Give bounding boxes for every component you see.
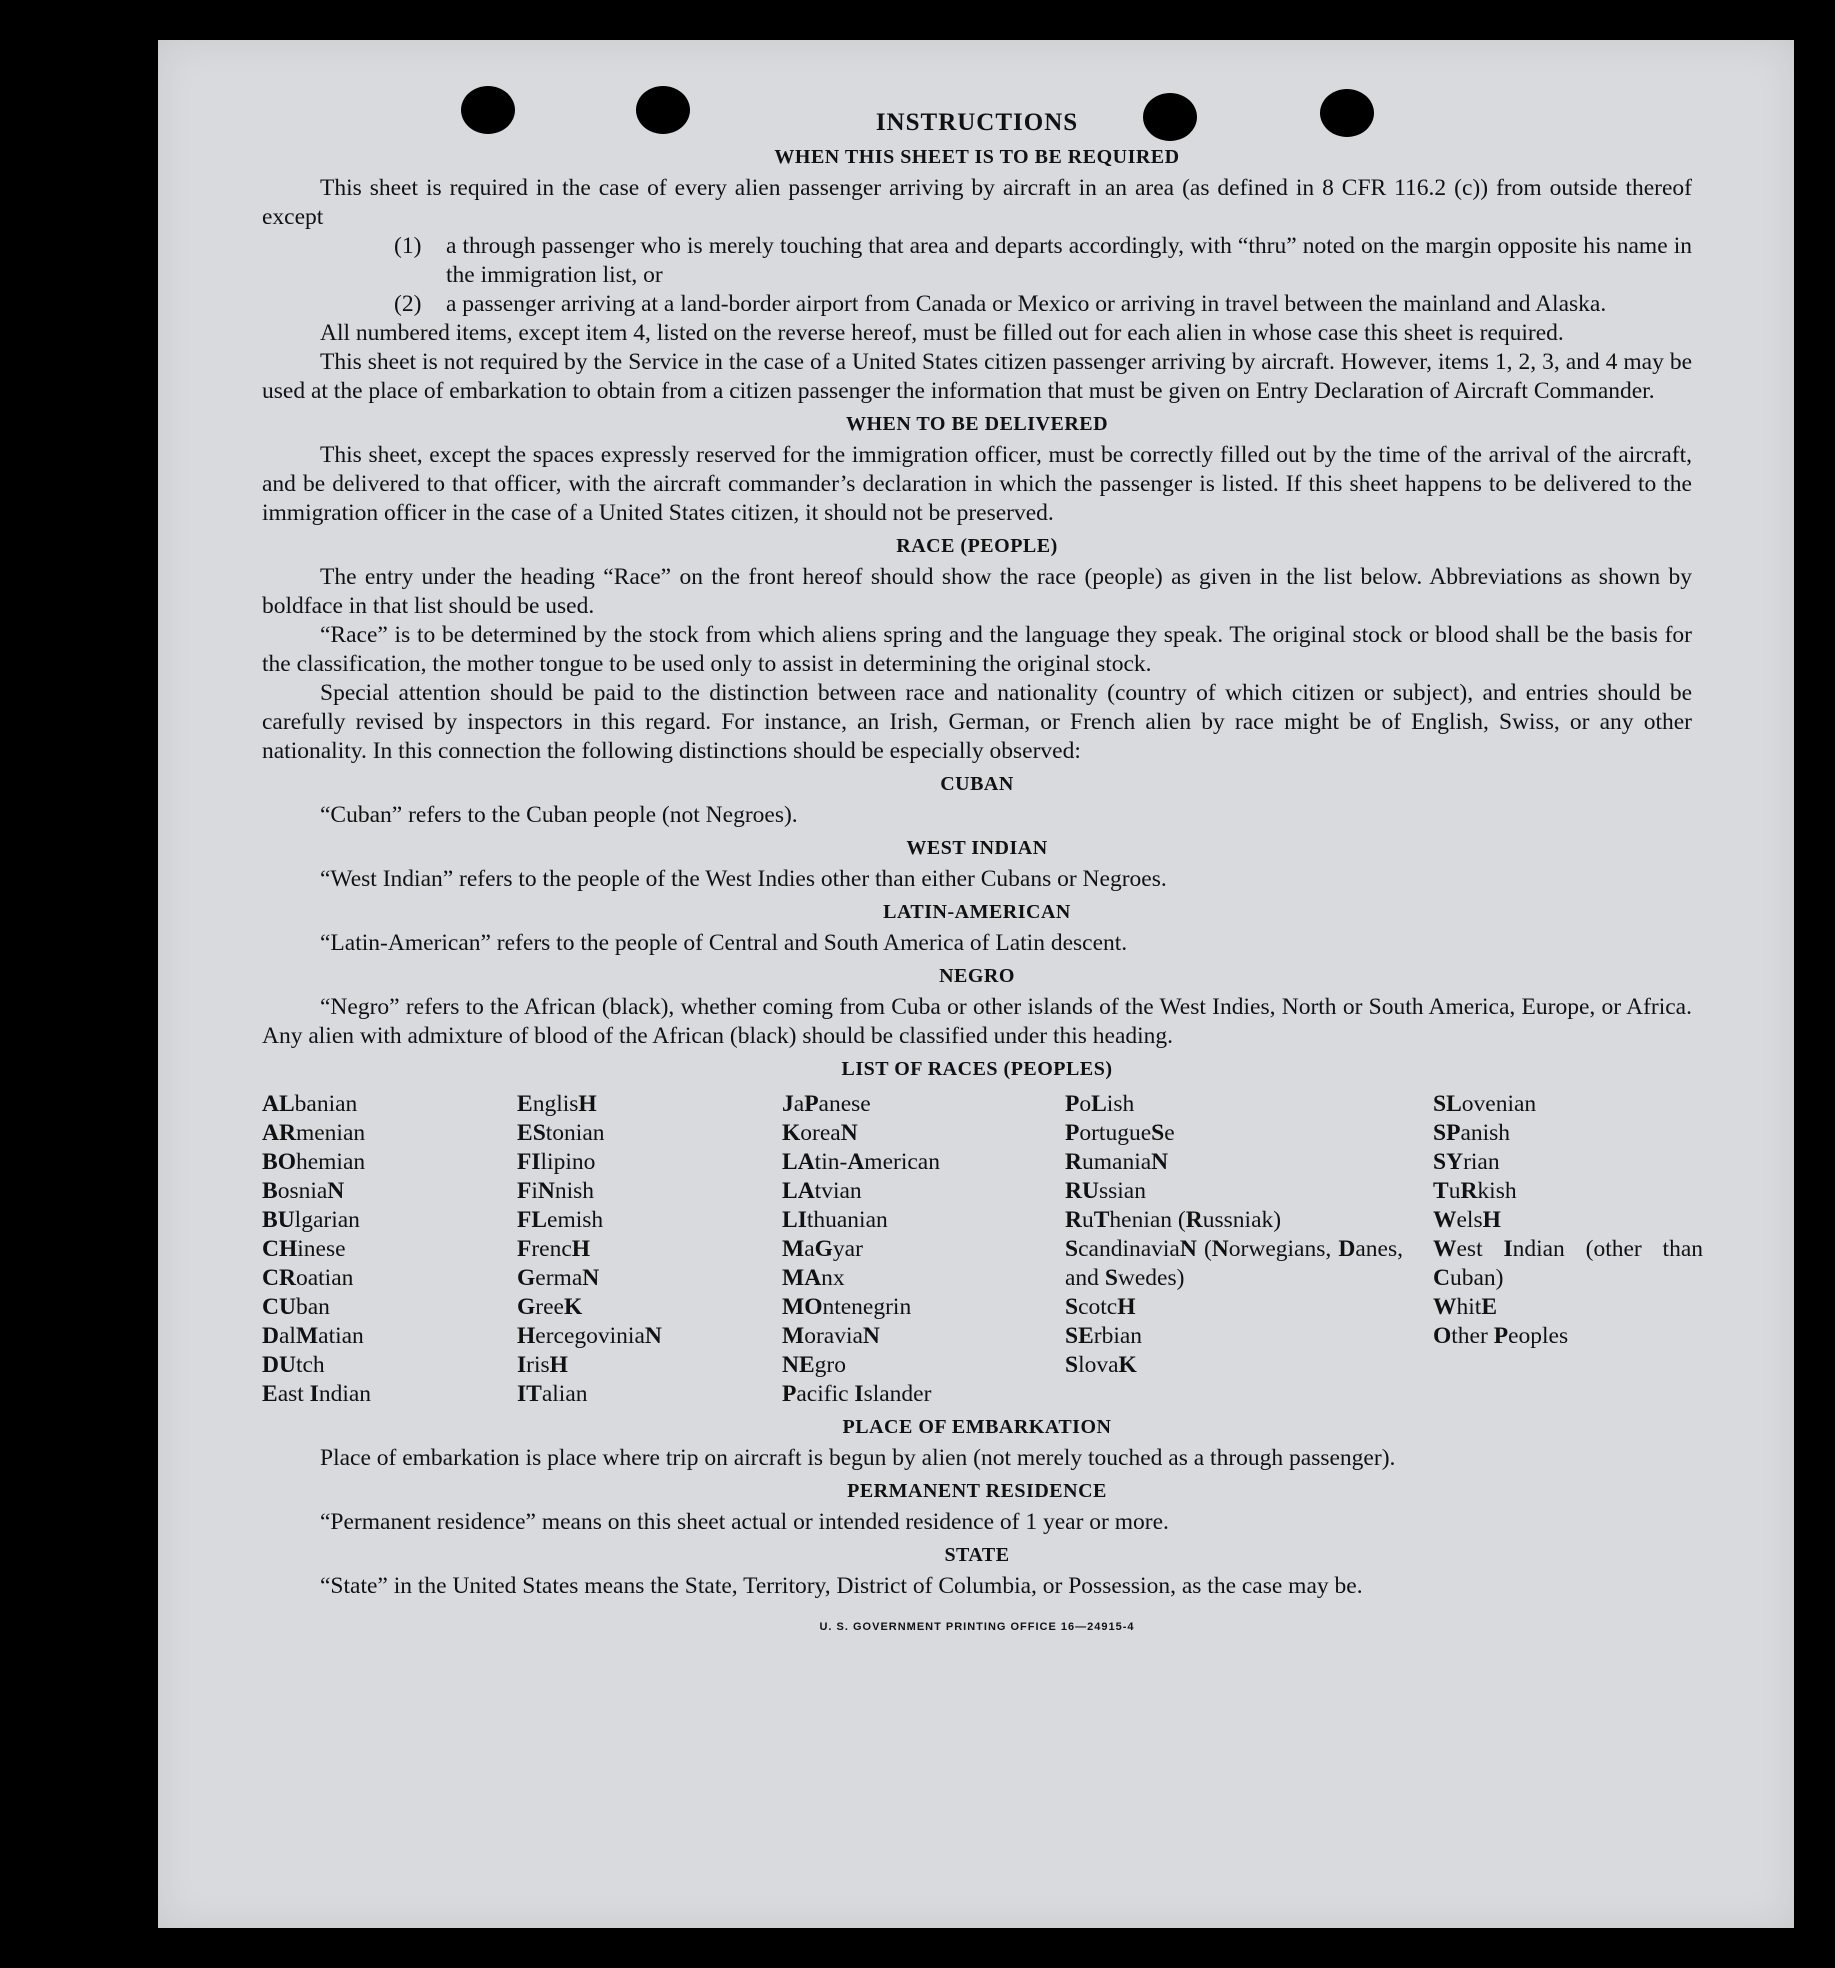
paragraph: All numbered items, except item 4, listed on the reverse hereof, must be filled out for each alien in whose case this sheet is required. — [320, 320, 1564, 346]
paragraph: “State” in the United States means the State, Territory, District of Columbia, or Possession, as the case may be. — [320, 1573, 1363, 1599]
race-column-3 — [782, 1090, 1065, 1409]
race-item: West Indian (other than Cuban) — [1433, 1236, 1704, 1291]
race-item: Other Peoples — [1433, 1323, 1569, 1349]
paragraph: “Negro” refers to the African (black), whether coming from Cuba or other islands of the West Indies, North or South America, Europe, or Africa. Any alien with admixture of blood of the African (black) should be classified under this heading. — [262, 994, 1692, 1049]
item-number: (2) — [394, 291, 422, 317]
heading-state: STATE — [944, 1544, 1010, 1566]
race-item: EnglisH — [517, 1091, 597, 1117]
race-item: BOhemian — [262, 1149, 366, 1175]
race-item: PoLish — [1065, 1091, 1135, 1117]
race-column-1 — [262, 1090, 517, 1409]
heading-west-indian: WEST INDIAN — [906, 837, 1048, 859]
paragraph: “Latin-American” refers to the people of Central and South America of Latin descent. — [320, 930, 1128, 956]
paragraph: This sheet is required in the case of every alien passenger arriving by aircraft in an area (as defined in 8 CFR 116.2 (c)) from outside thereof except — [262, 175, 1692, 230]
race-item: ARmenian — [262, 1120, 366, 1146]
race-item: MAnx — [782, 1265, 845, 1291]
race-item: ALbanian — [262, 1091, 358, 1117]
paragraph: This sheet, except the spaces expressly reserved for the immigration officer, must be correctly filled out by the time of the arrival of the aircraft, and be delivered to that officer, with the aircraft commander’s declaration in which the passenger is listed. If this sheet happens to be delivered to the immigration officer in the case of a United States citizen, it should not be preserved. — [262, 442, 1692, 526]
race-item: FLemish — [517, 1207, 604, 1233]
race-item: MOntenegrin — [782, 1294, 912, 1320]
race-item: FiNnish — [517, 1178, 595, 1204]
paragraph: “West Indian” refers to the people of the West Indies other than either Cubans or Negroes. — [320, 866, 1167, 892]
race-item: JaPanese — [782, 1091, 871, 1117]
race-item: TuRkish — [1433, 1178, 1517, 1204]
paragraph: This sheet is not required by the Service in the case of a United States citizen passenger arriving by aircraft. However, items 1, 2, 3, and 4 may be used at the place of embarkation to obtain from a citizen passenger the information that must be given on Entry Declaration of Aircraft Commander. — [262, 349, 1692, 404]
race-item: CUban — [262, 1294, 330, 1320]
race-item: SLovenian — [1433, 1091, 1537, 1117]
heading-permanent-residence: PERMANENT RESIDENCE — [847, 1480, 1107, 1502]
paragraph: Place of embarkation is place where trip on aircraft is begun by alien (not merely touched as a through passenger). — [320, 1445, 1396, 1471]
heading-when-required: WHEN THIS SHEET IS TO BE REQUIRED — [774, 146, 1180, 168]
page-title: INSTRUCTIONS — [875, 109, 1079, 136]
heading-list-of-races: LIST OF RACES (PEOPLES) — [841, 1058, 1113, 1080]
race-item: KoreaN — [782, 1120, 858, 1146]
race-item: GermaN — [517, 1265, 600, 1291]
race-item: MaGyar — [782, 1236, 863, 1262]
paragraph: “Race” is to be determined by the stock from which aliens spring and the language they speak. The original stock or blood shall be the basis for the classification, the mother tongue to be used only to assist in determining the original stock. — [262, 622, 1692, 677]
race-item: PortugueSe — [1065, 1120, 1175, 1146]
race-item: RuThenian (Russniak) — [1065, 1207, 1282, 1233]
heading-race: RACE (PEOPLE) — [896, 535, 1058, 557]
instructions-document — [262, 108, 1704, 1642]
race-item: EStonian — [517, 1120, 605, 1146]
race-item: CHinese — [262, 1236, 346, 1262]
race-item: LIthuanian — [782, 1207, 888, 1233]
race-item: DalMatian — [262, 1323, 364, 1349]
race-item: CRoatian — [262, 1265, 354, 1291]
item-text: a passenger arriving at a land-border airport from Canada or Mexico or arriving in travel between the mainland and Alaska. — [446, 291, 1607, 317]
race-item: East Indian — [262, 1381, 372, 1407]
race-item: SlovaK — [1065, 1352, 1137, 1378]
race-item: WelsH — [1433, 1207, 1501, 1233]
race-item: RumaniaN — [1065, 1149, 1169, 1175]
paragraph: The entry under the heading “Race” on the front hereof should show the race (people) as given in the list below. Abbreviations as shown by boldface in that list should be used. — [262, 564, 1692, 619]
paragraph: “Permanent residence” means on this sheet actual or intended residence of 1 year or more. — [320, 1509, 1169, 1535]
heading-negro: NEGRO — [939, 965, 1015, 987]
list-item — [394, 232, 1692, 290]
race-item: MoraviaN — [782, 1323, 880, 1349]
race-item: ScotcH — [1065, 1294, 1136, 1320]
list-item — [394, 290, 1692, 319]
race-column-5 — [1433, 1090, 1703, 1409]
race-item: SYrian — [1433, 1149, 1500, 1175]
race-item: LAtvian — [782, 1178, 862, 1204]
race-item: DUtch — [262, 1352, 325, 1378]
race-item: WhitE — [1433, 1294, 1497, 1320]
race-item: BosniaN — [262, 1178, 345, 1204]
race-item: SPanish — [1433, 1120, 1511, 1146]
heading-cuban: CUBAN — [940, 773, 1014, 795]
paragraph: Special attention should be paid to the distinction between race and nationality (country of which citizen or subject), and entries should be carefully revised by inspectors in this regard. For instance, an Irish, German, or French alien by race might be of English, Swiss, or any other nationality. In this connection the following distinctions should be especially observed: — [262, 680, 1692, 764]
heading-place-of-embarkation: PLACE OF EMBARKATION — [842, 1416, 1112, 1438]
heading-latin-american: LATIN-AMERICAN — [883, 901, 1071, 923]
race-item: Pacific Islander — [782, 1381, 932, 1407]
item-text: a through passenger who is merely touching that area and departs accordingly, with “thru” noted on the margin opposite his name in the immigration list, or — [446, 233, 1692, 288]
paragraph: “Cuban” refers to the Cuban people (not Negroes). — [320, 802, 798, 828]
race-item: FIlipino — [517, 1149, 596, 1175]
race-list — [262, 1090, 1704, 1409]
race-item: BUlgarian — [262, 1207, 360, 1233]
printing-office-footer: U. S. GOVERNMENT PRINTING OFFICE 16—24915-4 — [819, 1621, 1135, 1633]
heading-when-delivered: WHEN TO BE DELIVERED — [845, 413, 1109, 435]
race-item: ITalian — [517, 1381, 588, 1407]
race-item: IrisH — [517, 1352, 568, 1378]
race-item: SErbian — [1065, 1323, 1143, 1349]
race-column-4 — [1065, 1090, 1433, 1409]
race-item: LAtin-American — [782, 1149, 940, 1175]
race-item: RUssian — [1065, 1178, 1146, 1204]
race-item: FrencH — [517, 1236, 591, 1262]
race-item: GreeK — [517, 1294, 583, 1320]
race-item: ScandinaviaN (Norwegians, Danes, and Swedes) — [1065, 1236, 1403, 1291]
race-item: NEgro — [782, 1352, 846, 1378]
race-item: HercegoviniaN — [517, 1323, 662, 1349]
race-column-2 — [517, 1090, 782, 1409]
item-number: (1) — [394, 233, 422, 259]
